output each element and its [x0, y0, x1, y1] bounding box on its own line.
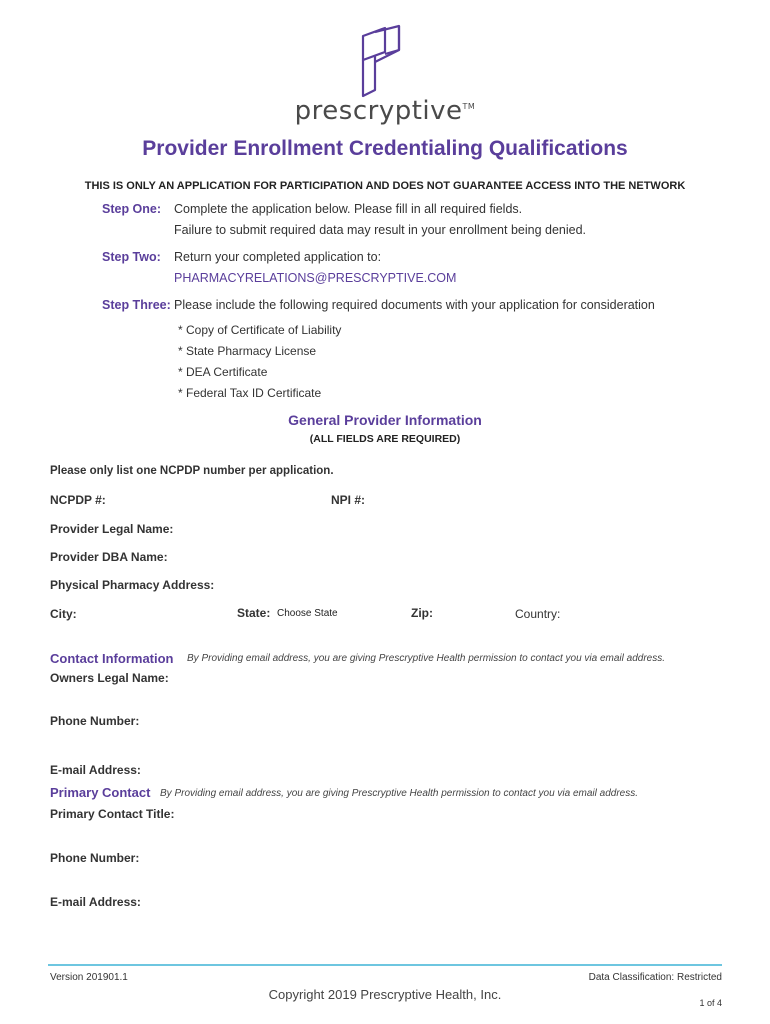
page-number: 1 of 4: [699, 998, 722, 1008]
ncpdp-input[interactable]: [118, 490, 318, 508]
npi-label: NPI #:: [331, 493, 366, 507]
address-input[interactable]: [215, 575, 670, 593]
primary-email-label: E-mail Address:: [50, 895, 141, 909]
primary-email-input[interactable]: [143, 892, 670, 910]
primary-phone-label: Phone Number:: [50, 851, 140, 865]
primary-contact-note: By Providing email address, you are giving Prescryptive Health permission to contact you via email address.: [160, 788, 638, 799]
zip-input[interactable]: [437, 604, 507, 622]
primary-title-label: Primary Contact Title:: [50, 807, 175, 821]
step-two-label: Step Two:: [102, 250, 161, 264]
npi-input[interactable]: [370, 490, 670, 508]
required-doc-item: * Copy of Certificate of Liability: [178, 323, 342, 337]
state-label: State:: [237, 606, 271, 620]
primary-contact-title: Primary Contact: [50, 785, 151, 800]
disclaimer: THIS IS ONLY AN APPLICATION FOR PARTICIPATION AND DOES NOT GUARANTEE ACCESS INTO THE NETWORK: [84, 180, 686, 192]
country-label: Country:: [515, 607, 561, 621]
brand-name: prescryptive™: [294, 96, 476, 126]
zip-label: Zip:: [411, 606, 433, 620]
owner-email-label: E-mail Address:: [50, 763, 141, 777]
owner-phone-label: Phone Number:: [50, 714, 140, 728]
required-doc-item: * DEA Certificate: [178, 365, 268, 379]
address-label: Physical Pharmacy Address:: [50, 578, 215, 592]
page-title: Provider Enrollment Credentialing Qualifications: [142, 137, 628, 160]
state-select[interactable]: Choose State: [277, 608, 338, 619]
city-label: City:: [50, 607, 77, 621]
general-info-title: General Provider Information: [288, 412, 482, 428]
legal-name-label: Provider Legal Name:: [50, 522, 174, 536]
legal-name-input[interactable]: [180, 519, 670, 537]
ncpdp-note: Please only list one NCPDP number per application.: [50, 465, 334, 477]
enrollment-email-link[interactable]: PHARMACYRELATIONS@PRESCRYPTIVE.COM: [174, 271, 457, 285]
dba-name-input[interactable]: [175, 547, 670, 565]
primary-phone-input[interactable]: [143, 848, 670, 866]
owner-email-input[interactable]: [143, 760, 670, 778]
version-text: Version 201901.1: [50, 972, 128, 983]
step-one-line2: Failure to submit required data may result in your enrollment being denied.: [174, 223, 587, 237]
prescryptive-logo-icon: [355, 22, 415, 100]
footer-divider: [48, 964, 722, 966]
data-classification: Data Classification: Restricted: [588, 972, 722, 983]
country-input[interactable]: [568, 604, 668, 622]
general-info-subtitle: (ALL FIELDS ARE REQUIRED): [309, 433, 461, 445]
dba-name-label: Provider DBA Name:: [50, 550, 168, 564]
primary-title-input[interactable]: [180, 804, 670, 822]
step-three-label: Step Three:: [102, 298, 171, 312]
step-one-line1: Complete the application below. Please fill in all required fields.: [174, 202, 523, 216]
step-three-line1: Please include the following required documents with your application for consideration: [174, 298, 655, 312]
required-doc-item: * Federal Tax ID Certificate: [178, 386, 322, 400]
owner-name-input[interactable]: [172, 668, 670, 686]
owner-name-label: Owners Legal Name:: [50, 671, 169, 685]
contact-info-title: Contact Information: [50, 651, 174, 666]
ncpdp-label: NCPDP #:: [50, 493, 106, 507]
copyright: Copyright 2019 Prescryptive Health, Inc.: [268, 987, 502, 1002]
step-one-label: Step One:: [102, 202, 162, 216]
step-two-line1: Return your completed application to:: [174, 250, 382, 264]
contact-info-note: By Providing email address, you are giving Prescryptive Health permission to contact you via email address.: [187, 653, 665, 664]
city-input[interactable]: [82, 604, 232, 622]
required-doc-item: * State Pharmacy License: [178, 344, 317, 358]
owner-phone-input[interactable]: [143, 711, 670, 729]
